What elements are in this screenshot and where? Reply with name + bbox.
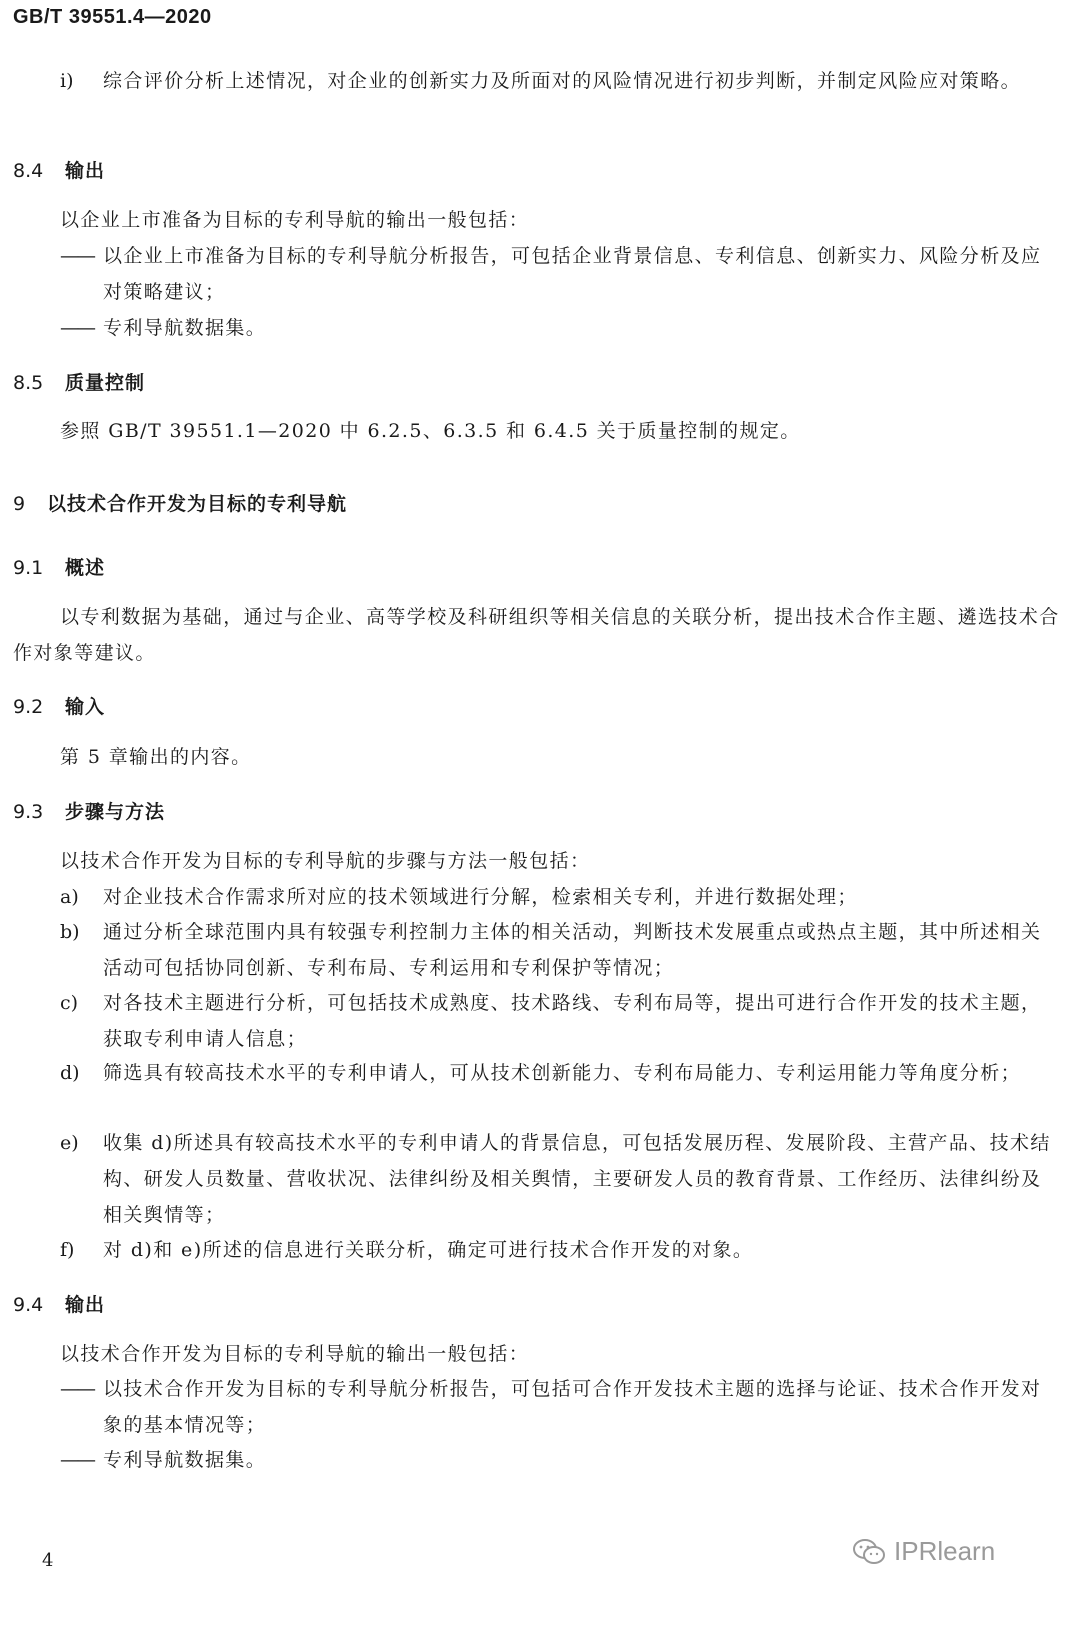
dash-item-8-4-report — [60, 238, 1060, 310]
section-number: 8.4 — [13, 160, 44, 182]
paragraph-9-2: 第 5 章输出的内容。 — [60, 746, 252, 768]
section-number: 9.3 — [13, 801, 44, 823]
dash-marker: —— — [60, 1378, 94, 1400]
dash-item-text: 专利导航数据集。 — [103, 317, 267, 339]
chapter-heading-9 — [13, 489, 347, 516]
dash-item-text: 以技术合作开发为目标的专利导航分析报告，可包括可合作开发技术主题的选择与论证、技术合作开发对象的基本情况等； — [103, 1378, 1042, 1436]
list-item-text: 收集 d)所述具有较高技术水平的专利申请人的背景信息，可包括发展历程、发展阶段、主营产品、技术结构、研发人员数量、营收状况、法律纠纷及相关舆情，主要研发人员的教育背景、工作经历、法律纠纷及相关舆情等； — [103, 1132, 1051, 1226]
section-heading-9-1 — [13, 553, 105, 580]
dash-item-8-4-dataset — [60, 310, 1060, 346]
section-heading-9-3 — [13, 797, 165, 824]
watermark — [852, 1536, 995, 1567]
list-item-text: 综合评价分析上述情况，对企业的创新实力及所面对的风险情况进行初步判断，并制定风险应对策略。 — [103, 70, 1022, 92]
list-marker: d) — [60, 1062, 80, 1084]
dash-marker: —— — [60, 245, 94, 267]
list-marker: f) — [60, 1239, 75, 1261]
list-item-text: 筛选具有较高技术水平的专利申请人，可从技术创新能力、专利布局能力、专利运用能力等角度分析； — [103, 1062, 1022, 1084]
paragraph-9-4-intro: 以技术合作开发为目标的专利导航的输出一般包括： — [60, 1343, 530, 1365]
list-item-e — [60, 1125, 1060, 1233]
section-heading-9-4 — [13, 1290, 105, 1317]
paragraph-8-5: 参照 GB/T 39551.1—2020 中 6.2.5、6.3.5 和 6.4.5 关于质量控制的规定。 — [60, 420, 801, 442]
section-title: 输出 — [65, 160, 106, 182]
list-marker: i) — [60, 70, 74, 92]
section-number: 8.5 — [13, 372, 44, 394]
section-heading-8-4 — [13, 156, 105, 183]
watermark-text: IPRlearn — [894, 1536, 996, 1566]
section-title: 步骤与方法 — [65, 801, 166, 823]
chapter-number: 9 — [13, 493, 26, 515]
list-item-text: 对各技术主题进行分析，可包括技术成熟度、技术路线、专利布局等，提出可进行合作开发的技术主题，获取专利申请人信息； — [103, 992, 1042, 1050]
dash-item-text: 以企业上市准备为目标的专利导航分析报告，可包括企业背景信息、专利信息、创新实力、风险分析及应对策略建议； — [103, 245, 1042, 303]
list-item-b — [60, 914, 1060, 986]
section-heading-9-2 — [13, 692, 105, 719]
wechat-icon — [852, 1538, 886, 1566]
section-number: 9.4 — [13, 1294, 44, 1316]
list-marker: c) — [60, 992, 79, 1014]
section-number: 9.1 — [13, 557, 44, 579]
list-item-a — [60, 879, 1060, 915]
dash-item-text: 专利导航数据集。 — [103, 1449, 267, 1471]
dash-marker: —— — [60, 1449, 94, 1471]
list-item-i — [60, 63, 1060, 99]
dash-marker: —— — [60, 317, 94, 339]
dash-item-9-4-dataset — [60, 1442, 1060, 1478]
page-number: 4 — [42, 1550, 54, 1571]
section-title: 输入 — [65, 696, 106, 718]
list-item-text: 通过分析全球范围内具有较强专利控制力主体的相关活动，判断技术发展重点或热点主题，其中所述相关活动可包括协同创新、专利布局、专利运用和专利保护等情况； — [103, 921, 1042, 979]
paragraph-9-3-intro: 以技术合作开发为目标的专利导航的步骤与方法一般包括： — [60, 850, 591, 872]
list-marker: a) — [60, 886, 79, 908]
list-item-text: 对企业技术合作需求所对应的技术领域进行分解，检索相关专利，并进行数据处理； — [103, 886, 858, 908]
section-title: 输出 — [65, 1294, 106, 1316]
chapter-title: 以技术合作开发为目标的专利导航 — [47, 493, 348, 515]
section-number: 9.2 — [13, 696, 44, 718]
list-item-f — [60, 1232, 1060, 1268]
list-marker: e) — [60, 1132, 79, 1154]
section-heading-8-5 — [13, 368, 145, 395]
list-marker: b) — [60, 921, 80, 943]
paragraph-8-4-intro: 以企业上市准备为目标的专利导航的输出一般包括： — [60, 209, 530, 231]
section-title: 概述 — [65, 557, 106, 579]
standard-code-header: GB/T 39551.4—2020 — [13, 6, 212, 28]
dash-item-9-4-report — [60, 1371, 1060, 1443]
list-item-c — [60, 985, 1060, 1057]
paragraph-9-1: 以专利数据为基础，通过与企业、高等学校及科研组织等相关信息的关联分析，提出技术合作主题、遴选技术合作对象等建议。 — [13, 606, 1060, 664]
list-item-text: 对 d)和 e)所述的信息进行关联分析，确定可进行技术合作开发的对象。 — [103, 1239, 754, 1261]
list-item-d — [60, 1055, 1060, 1091]
section-title: 质量控制 — [65, 372, 146, 394]
